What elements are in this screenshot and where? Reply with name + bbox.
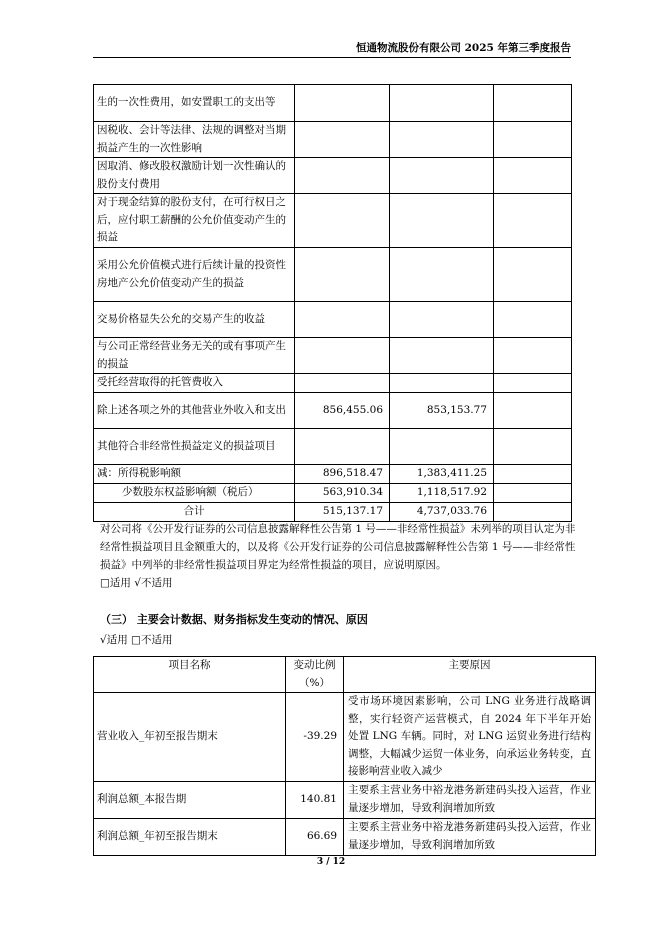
cell-value: [390, 429, 494, 465]
cell-value: 1,118,517.92: [390, 484, 494, 503]
cell-value: [390, 122, 494, 158]
item-name: 利润总额_年初至报告期末: [94, 818, 286, 855]
row-label: 减：所得税影响额: [94, 465, 295, 484]
cell-value: [390, 302, 494, 338]
cell-value: 515,137.17: [295, 503, 390, 522]
cell-value: 856,455.06: [295, 393, 390, 429]
row-label: 合计: [94, 503, 295, 522]
cell-value: [295, 194, 390, 248]
table-row: [94, 302, 572, 338]
table-row: [94, 374, 572, 393]
cell-value: [494, 374, 572, 393]
cell-value: 853,153.77: [390, 393, 494, 429]
cell-value: [390, 248, 494, 302]
table-row: [94, 818, 596, 855]
note-paragraph: [100, 520, 580, 592]
row-label: 因取消、修改股权激励计划一次性确认的股份支付费用: [94, 158, 295, 194]
item-name: 营业收入_年初至报告期末: [94, 693, 286, 782]
cell-value: [295, 429, 390, 465]
page-number: 3 / 12: [316, 857, 346, 867]
cell-value: [295, 248, 390, 302]
cell-value: 563,910.34: [295, 484, 390, 503]
header-rule: [93, 57, 571, 58]
cell-value: [494, 393, 572, 429]
item-name: 利润总额_本报告期: [94, 781, 286, 818]
cell-value: [295, 302, 390, 338]
cell-value: 4,737,033.76: [390, 503, 494, 522]
cell-value: [494, 465, 572, 484]
cell-value: 1,383,411.25: [390, 465, 494, 484]
note-text: 对公司将《公开发行证券的公司信息披露解释性公告第 1 号——非经常性损益》未列举的项目认定为非经常性损益项目且金额重大的，以及将《公开发行证券的公司信息披露解释性公告第 1 号——非经常性损益》中列举的非经常性损益项目界定为经常性损益的项目，应说明原因。: [100, 523, 576, 571]
table-row: [94, 693, 596, 782]
cell-value: [494, 85, 572, 122]
row-label: 交易价格显失公允的交易产生的收益: [94, 302, 295, 338]
change-ratio: -39.29: [286, 693, 344, 782]
row-label: 生的一次性费用，如安置职工的支出等: [94, 85, 295, 122]
cell-value: [295, 158, 390, 194]
cell-value: [494, 338, 572, 374]
table-row: [94, 429, 572, 465]
table-row: [94, 465, 572, 484]
cell-value: [494, 248, 572, 302]
page-header: 恒通物流股份有限公司 2025 年第三季度报告: [355, 42, 571, 54]
change-ratio: 140.81: [286, 781, 344, 818]
table-row: [94, 503, 572, 522]
change-reason: 主要系主营业务中裕龙港务新建码头投入运营，作业量逐步增加，导致利润增加所致: [344, 818, 596, 855]
cell-value: [494, 302, 572, 338]
row-label: 受托经营取得的托管费收入: [94, 374, 295, 393]
header-ratio: 变动比例（%）: [286, 657, 344, 693]
table-row: [94, 393, 572, 429]
table-row: [94, 338, 572, 374]
table-row: [94, 781, 596, 818]
cell-value: [390, 194, 494, 248]
row-label: 与公司正常经营业务无关的或有事项产生的损益: [94, 338, 295, 374]
table-row: [94, 158, 572, 194]
cell-value: [295, 122, 390, 158]
table-row: [94, 122, 572, 158]
row-label: 除上述各项之外的其他营业外收入和支出: [94, 393, 295, 429]
table-header-row: [94, 657, 596, 693]
row-label: 其他符合非经常性损益定义的损益项目: [94, 429, 295, 465]
cell-value: [390, 338, 494, 374]
table-row: [94, 85, 572, 122]
cell-value: [390, 374, 494, 393]
cell-value: [494, 429, 572, 465]
applicability-choice: √适用 □不适用: [100, 634, 173, 646]
cell-value: [390, 85, 494, 122]
header-item: 项目名称: [94, 657, 286, 693]
header-reason: 主要原因: [344, 657, 596, 693]
applicability-choice: □适用 √不适用: [100, 577, 173, 589]
row-label: 对于现金结算的股份支付，在可行权日之后，应付职工薪酬的公允价值变动产生的损益: [94, 194, 295, 248]
cell-value: [295, 85, 390, 122]
cell-value: [494, 484, 572, 503]
non-recurring-gains-table: [93, 84, 572, 522]
cell-value: [494, 194, 572, 248]
change-ratio: 66.69: [286, 818, 344, 855]
cell-value: [494, 122, 572, 158]
cell-value: [295, 338, 390, 374]
row-label: 采用公允价值模式进行后续计量的投资性房地产公允价值变动产生的损益: [94, 248, 295, 302]
cell-value: [390, 158, 494, 194]
row-label: 少数股东权益影响额（税后）: [94, 484, 295, 503]
row-label: 因税收、会计等法律、法规的调整对当期损益产生的一次性影响: [94, 122, 295, 158]
table-row: [94, 248, 572, 302]
table-row: [94, 194, 572, 248]
cell-value: 896,518.47: [295, 465, 390, 484]
change-reason: 主要系主营业务中裕龙港务新建码头投入运营，作业量逐步增加，导致利润增加所致: [344, 781, 596, 818]
change-reason: 受市场环境因素影响，公司 LNG 业务进行战略调整，实行轻资产运营模式，自 2024 年下半年开始处置 LNG 车辆。同时，对 LNG 运贸业务进行结构调整，大幅减少运贸一体业务，向承运业务转变，直接影响营业收入减少: [344, 693, 596, 782]
table-row: [94, 484, 572, 503]
financial-changes-table: [93, 656, 596, 856]
cell-value: [494, 158, 572, 194]
section-title: （三） 主要会计数据、财务指标发生变动的情况、原因: [100, 613, 368, 626]
cell-value: [494, 503, 572, 522]
cell-value: [295, 374, 390, 393]
